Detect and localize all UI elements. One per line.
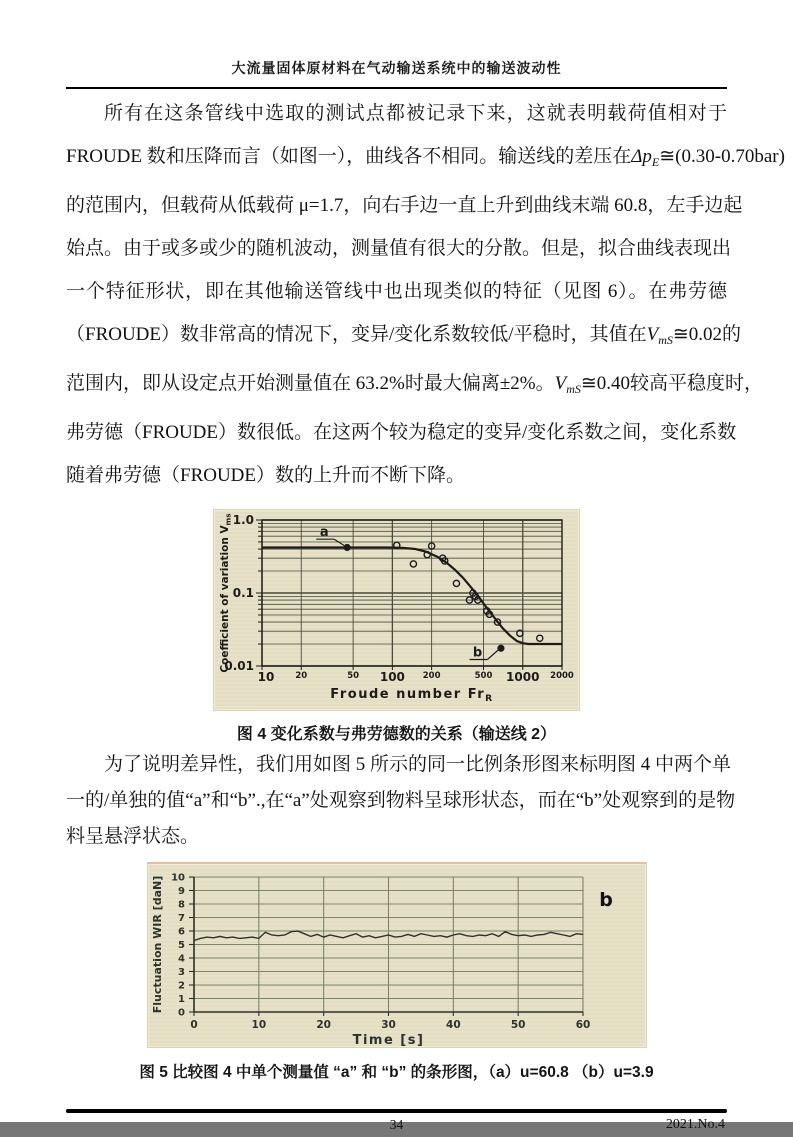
p1-line-1 [66, 92, 727, 135]
p1-line-3 [66, 184, 743, 227]
svg-text:20: 20 [315, 1019, 331, 1031]
text-run: FROUDE 数和压降而言（如图一），曲线各不相同。输送线的差压在 [66, 146, 632, 167]
text-run: 随着弗劳德（FROUDE）数的上升而不断下降。 [66, 465, 466, 486]
p1-line-6 [66, 313, 742, 362]
svg-text:1.0: 1.0 [232, 513, 254, 527]
figure5-caption: 图 5 比较图 4 中单个测量值 “a” 和 “b” 的条形图，（a）u=60.8 （b）u=3.9 [139, 1064, 654, 1081]
p2-line-3 [66, 819, 727, 855]
p1-line-2 [66, 135, 785, 184]
svg-text:b: b [598, 889, 613, 911]
figure5-image [147, 862, 647, 1048]
text-run: 一的/单独的值“a”和“b”.,在“a”处观察到物料呈球形状态，而在“b”处观察到的是物 [66, 790, 736, 811]
svg-text:10: 10 [251, 1019, 266, 1031]
svg-text:3: 3 [177, 967, 185, 978]
text-run: 一个特征形状，即在其他输送管线中也出现类似的特征（见图 6）。在弗劳德 [66, 281, 727, 302]
svg-text:200: 200 [422, 671, 441, 681]
p1-line-8 [66, 411, 737, 454]
p1-line-7 [66, 362, 764, 411]
text-run: 范围内，即从设定点开始测量值在 63.2%时最大偏离±2%。 [66, 373, 555, 394]
issue-label: 2021.No.4 [665, 1117, 725, 1132]
svg-text:50: 50 [510, 1019, 525, 1031]
svg-text:6: 6 [177, 926, 185, 938]
text-run: （FROUDE）数非常高的情况下，变异/变化系数较低/平稳时，其值在 [66, 324, 647, 345]
svg-text:2: 2 [177, 980, 185, 992]
svg-text:50: 50 [347, 671, 360, 681]
p1-line-9 [66, 454, 727, 497]
svg-text:30: 30 [380, 1019, 396, 1031]
p1-line-5 [66, 270, 727, 313]
text-run: 的范围内，但载荷从低载荷 μ=1.7，向右手边一直上升到曲线末端 60.8，左手边起 [66, 195, 743, 216]
formula-v: V [554, 373, 567, 394]
svg-text:4: 4 [177, 953, 185, 965]
page-header-title: 大流量固体原材料在气动输送系统中的输送波动性 [231, 60, 562, 76]
svg-text:Time [s]: Time [s] [352, 1033, 424, 1048]
svg-text:40: 40 [445, 1019, 461, 1031]
svg-text:10: 10 [170, 872, 185, 884]
svg-text:0: 0 [189, 1019, 198, 1031]
footer-rule [66, 1109, 727, 1113]
figure5-plot [148, 864, 644, 1048]
svg-text:0.1: 0.1 [232, 586, 254, 600]
formula-delta-p: Δp [631, 146, 652, 167]
svg-text:Coefficient of variation Vms: Coefficient of variation $V_{ms}$ [219, 513, 233, 673]
figure4-plot [214, 510, 577, 708]
text-run: 料呈悬浮状态。 [66, 826, 200, 847]
text-run: ≅(0.30-0.70bar) [659, 146, 785, 167]
paragraph-2 [66, 747, 736, 855]
svg-text:Froude number FrR: Froude number $Fr_R$ [330, 687, 494, 704]
figure4-caption: 图 4 变化系数与弗劳德数的关系（输送线 2） [236, 726, 557, 743]
svg-text:0: 0 [177, 1007, 185, 1019]
text-run: ≅0.02的 [672, 324, 742, 345]
svg-text:2000: 2000 [550, 671, 574, 681]
formula-subscript: E [651, 155, 660, 169]
svg-text:500: 500 [474, 671, 493, 681]
figure4-image [213, 509, 580, 711]
svg-text:100: 100 [379, 670, 405, 684]
svg-text:a: a [319, 525, 329, 541]
page-footer [66, 1117, 727, 1137]
svg-text:9: 9 [177, 886, 185, 897]
formula-subscript: mS [566, 382, 581, 396]
text-run: 为了说明差异性，我们用如图 5 所示的同一比例条形图来标明图 4 中两个单 [104, 754, 732, 775]
p2-line-2 [66, 783, 736, 819]
svg-text:0.01: 0.01 [224, 659, 254, 673]
page-number: 34 [389, 1117, 404, 1132]
formula-subscript: mS [658, 333, 673, 347]
svg-text:b: b [472, 645, 483, 661]
text-run: ≅0.40较高平稳度时， [580, 373, 764, 394]
formula-v: V [646, 324, 659, 345]
svg-text:20: 20 [295, 671, 308, 681]
text-run: 弗劳德（FROUDE）数很低。在这两个较为稳定的变异/变化系数之间，变化系数 [66, 422, 737, 443]
p1-line-4 [66, 227, 732, 270]
svg-text:10: 10 [257, 670, 275, 684]
svg-text:1: 1 [177, 994, 185, 1005]
svg-text:5: 5 [177, 940, 185, 951]
svg-text:1000: 1000 [506, 670, 540, 684]
svg-text:Fluctuation WIR [daN]: Fluctuation WIR [daN] [150, 875, 164, 1014]
svg-text:7: 7 [177, 913, 185, 924]
p2-line-1 [66, 747, 732, 783]
header-rule [66, 87, 727, 89]
svg-text:60: 60 [575, 1019, 590, 1031]
text-run: 始点。由于或多或少的随机波动，测量值有很大的分散。但是，拟合曲线表现出 [66, 238, 732, 259]
text-run: 所有在这条管线中选取的测试点都被记录下来，这就表明载荷值相对于 [104, 103, 727, 124]
svg-text:8: 8 [177, 899, 185, 911]
paragraph-1 [66, 92, 785, 497]
